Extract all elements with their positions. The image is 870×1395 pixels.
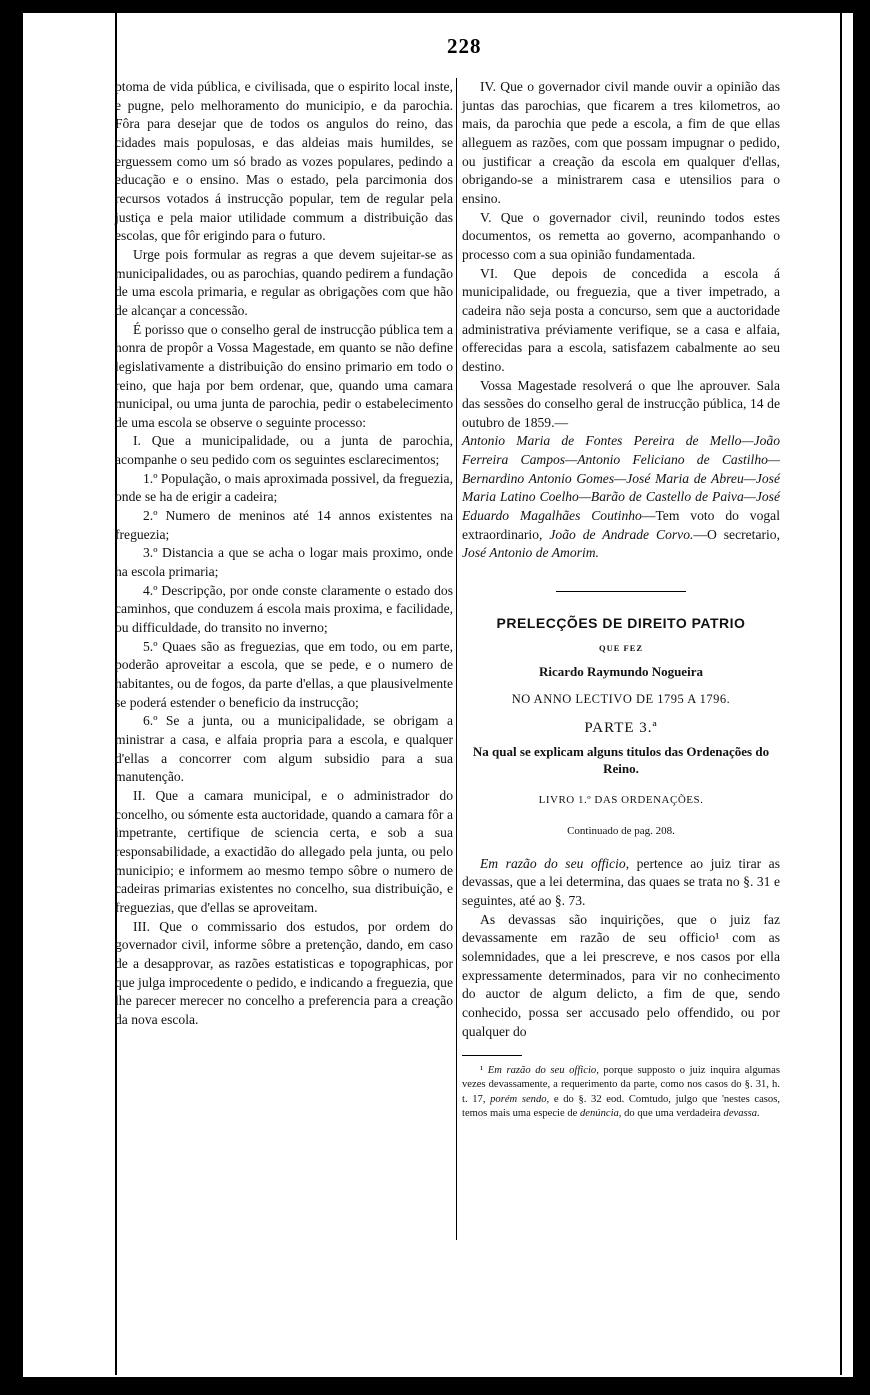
footnote	[462, 1064, 780, 1121]
left-column-paragraph: 1.º População, o mais aproximada possivel, da freguezia, onde se ha de erigir a cadeira;	[115, 470, 453, 505]
page-number: 228	[447, 34, 482, 58]
left-column	[115, 78, 453, 1029]
section-subtitle: Na qual se explicam alguns titulos das Ordenações do Reino.	[472, 744, 770, 777]
right-column-paragraph: Vossa Magestade resolverá o que lhe aprouver. Sala das sessões do conselho geral de instrucção pública, 14 de outubro de 1859.—	[462, 377, 780, 430]
left-column-paragraph: 4.º Descripção, por onde conste claramente o estado dos caminhos, que conduzem á escola mais proxima, e facilidade, ou difficuldade, do transito no inverno;	[115, 582, 453, 636]
signatures	[462, 432, 780, 563]
left-column-paragraph: ptoma de vida pública, e civilisada, que o espirito local inste, e pugne, pelo melhoramento do municipio, e da parochia. Fôra para desejar que de todos os angulos do reino, das cidades mais populosas, e das aldeias mais humildes, se erguessem como um só brado as vozes populares, pedindo a educação e o ensino. Mas o estado, pela parcimonia dos recursos votados á instrucção popular, tem de regular pela justiça e pela maior utilidade commum a distribuição das escolas, que fôr erigindo para o futuro.	[115, 79, 453, 244]
left-column-paragraph: Urge pois formular as regras a que devem sujeitar-se as municipalidades, ou as parochias, quando pedirem a fundação de uma escola primaria, e regular as obrigações com que hão de alcançar a concessão.	[115, 246, 453, 318]
footnote-rule	[462, 1055, 522, 1056]
left-column-paragraph: 2.º Numero de meninos até 14 annos existentes na freguezia;	[115, 508, 453, 542]
livro-heading: LIVRO 1.º DAS ORDENAÇÕES.	[538, 794, 704, 807]
footnote-text-3: do que uma verdadeira	[621, 1107, 721, 1119]
left-column-paragraph: 3.º Distancia a que se acha o logar mais proximo, onde ha escola primaria;	[115, 545, 453, 580]
left-column-paragraph: III. Que o commissario dos estudos, por ordem do governador civil, informe sôbre a pretenção, dando, em caso de a desapprovar, as razões estatisticas e topographicas, por que julga improcedente o pedido, e indicando a freguezia, que lhe parecer merecer no concelho a preferencia para a creação da nova escola.	[115, 918, 453, 1027]
parte-heading: PARTE 3.ª	[584, 719, 658, 736]
p1-italic: Em razão do seu officio,	[480, 855, 630, 871]
p1-rest: pertence ao juiz tirar as devassas, que a lei determina, das quaes se trata no §. 31 e seguintes, até ao §. 73.	[462, 855, 780, 908]
column-divider	[456, 78, 457, 1240]
year-line: NO ANNO LECTIVO DE 1795 A 1796.	[511, 692, 731, 707]
footnote-text-1: porque supposto o juiz inquira algumas vezes devassamente, a requerimento da parte, como nos casos do §. 31, h. t. 17,	[462, 1065, 780, 1105]
signature-names: Antonio Maria de Fontes Pereira de Mello—João Ferreira Campos—Antonio Feliciano de Castilho—Bernardino Antonio Gomes—José Maria de Abreu—José Maria Latino Coelho—Barão de Castello de Paiva—José Eduardo Magalhães Coutinho	[462, 433, 780, 524]
section-separator	[556, 591, 686, 592]
body-paragraph-2: As devassas são inquirições, que o juiz faz devassamente em razão de seu officio¹ com as solemnidades, que a lei prescreve, e nos casos por ella expressamente determinados, para vir no conhecimento do auctor de algum delicto, a fim de que, sendo conhecido, possa ser accusado pelo offendido, ou por qualquer do	[462, 911, 780, 1039]
continued-note: Continuado de pag. 208.	[567, 825, 675, 837]
right-paragraphs	[462, 78, 780, 432]
right-column	[462, 78, 780, 1121]
footnote-italic-start: Em razão do seu officio,	[487, 1065, 599, 1077]
footnote-italic-end: devassa.	[720, 1107, 760, 1119]
left-column-paragraph: I. Que a municipalidade, ou a junta de parochia, acompanhe o seu pedido com os seguintes esclarecimentos;	[115, 433, 453, 468]
vote-text: —Tem voto do vogal extraordinario,	[462, 508, 780, 542]
left-column-paragraph: 6.º Se a junta, ou a municipalidade, se obrigam a ministrar a casa, e alfaia propria para a escola, e qualquer d'ellas a concorrer com algum subsidio para a sua manutenção.	[115, 713, 453, 785]
section-author: Ricardo Raymundo Nogueira	[539, 664, 703, 680]
section-title: PRELECÇÕES DE DIREITO PATRIO	[496, 615, 746, 632]
right-column-paragraph: V. Que o governador civil, reunindo todos estes documentos, os remetta ao governo, acompanhando o processo com a sua opinião fundamentada.	[462, 209, 780, 262]
left-column-paragraph: II. Que a camara municipal, e o administrador do concelho, ou sómente esta auctoridade, quando a camara fôr a impetrante, certifique de sciencia certa, e sob a sua responsabilidade, a exactidão do allegado pela junta, ou pelo municipio; e informem ao mesmo tempo sôbre o numero de cadeiras primarias existentes no concelho, sua distribuição, e freguezias, que d'ellas se aproveitam.	[115, 787, 453, 915]
footnote-text-2: e do §. 32 eod. Comtudo, julgo que 'nestes casos, temos mais uma especie de	[462, 1093, 780, 1119]
footnote-italic-denuncia: denúncia,	[577, 1107, 622, 1119]
que-fez: QUE FEZ	[598, 642, 644, 653]
footnote-marker: ¹	[480, 1065, 484, 1077]
left-column-paragraph: 5.º Quaes são as freguezias, que em todo, ou em parte, poderão aproveitar a escola, que se pede, e o numero de habitantes, ou de fogos, da parte d'ellas, a que plausivelmente se poderá estender o beneficio da instrucção;	[115, 638, 453, 710]
secretary-text: —O secretario,	[693, 526, 780, 542]
body-paragraph-1	[462, 855, 780, 911]
footnote-italic-mid: porém sendo,	[485, 1093, 550, 1105]
right-column-paragraph: IV. Que o governador civil mande ouvir a opinião das juntas das parochias, que ficarem a tres kilometros, ao mais, da parochia que pede a escola, a fim de que ellas alleguem as razões, com que possam impugnar o pedido, ou justificar a creação da escola em qualquer d'ellas, obrigando-se a ministrarem casa e utensilios para o ensino.	[462, 79, 780, 206]
vogal-name: João de Andrade Corvo.	[549, 526, 694, 542]
left-column-paragraph: É porisso que o conselho geral de instrucção pública tem a honra de propôr a Vossa Magestade, em quanto se não define legislativamente a distribuição do ensino primario em todo o reino, que haja por bem ordenar, que, quando uma camara municipal, ou uma junta de parochia, pedir o estabelecimento de uma escola se observe o seguinte processo:	[115, 321, 453, 430]
secretary-name: José Antonio de Amorim.	[462, 545, 599, 561]
right-column-paragraph: VI. Que depois de concedida a escola á municipalidade, ou freguezia, que a tiver impetrado, a cadeira não seja posta a concurso, sem que a auctoridade administrativa préviamente verifique, se a casa e alfaia, offerecidas para a escola, satisfazem cabalmente ao seu destino.	[462, 265, 780, 374]
